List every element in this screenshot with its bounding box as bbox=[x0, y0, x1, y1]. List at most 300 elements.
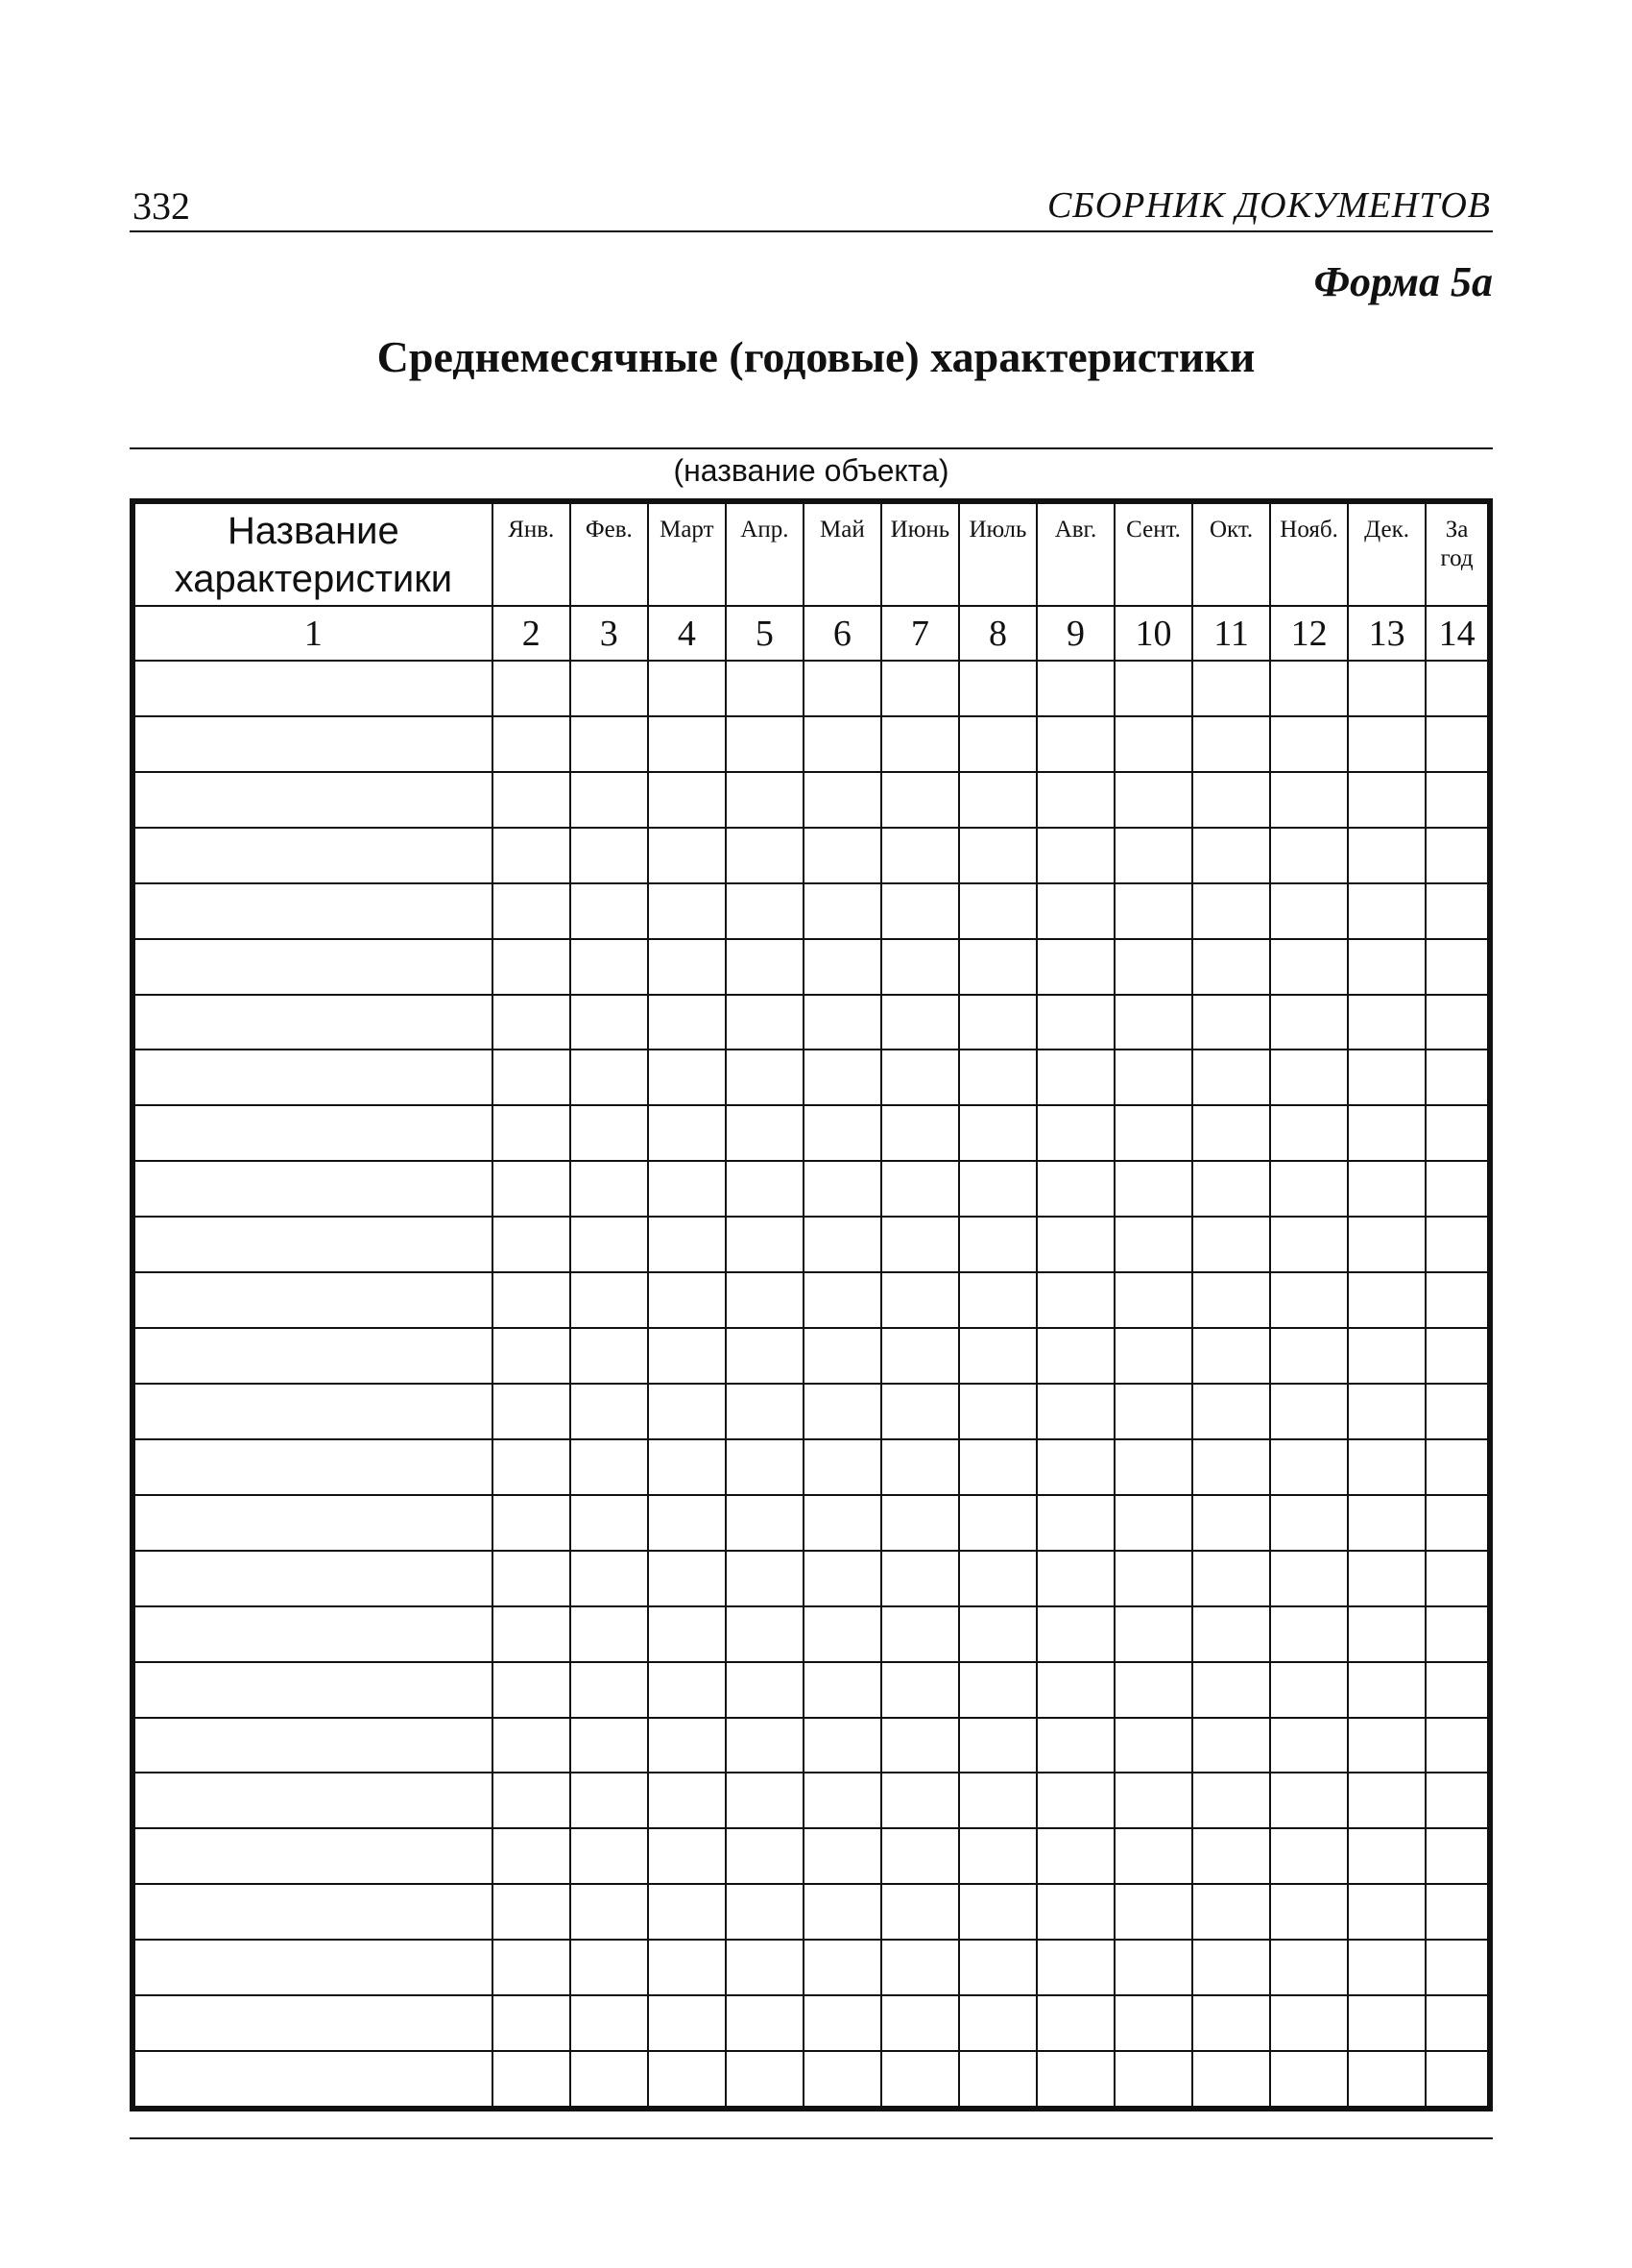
blank-cell bbox=[570, 1940, 648, 1995]
blank-cell bbox=[1115, 1662, 1192, 1718]
blank-cell bbox=[726, 1828, 804, 1884]
blank-cell bbox=[881, 661, 959, 716]
table-row bbox=[134, 1995, 1488, 2051]
blank-cell bbox=[1426, 1217, 1488, 1272]
blank-cell bbox=[1037, 939, 1115, 995]
blank-cell bbox=[1037, 1272, 1115, 1328]
blank-cell bbox=[648, 995, 726, 1050]
blank-cell bbox=[1348, 995, 1426, 1050]
column-number: 4 bbox=[648, 606, 726, 661]
blank-cell bbox=[1348, 661, 1426, 716]
blank-cell bbox=[881, 1384, 959, 1439]
blank-cell bbox=[881, 995, 959, 1050]
blank-cell bbox=[1348, 1995, 1426, 2051]
blank-cell bbox=[881, 1328, 959, 1384]
blank-cell bbox=[570, 939, 648, 995]
blank-cell bbox=[492, 1828, 570, 1884]
blank-cell bbox=[492, 1995, 570, 2051]
blank-cell bbox=[1426, 1439, 1488, 1495]
characteristics-table bbox=[130, 498, 1493, 2111]
blank-cell bbox=[1192, 1495, 1270, 1551]
blank-cell bbox=[648, 661, 726, 716]
blank-cell bbox=[1115, 1217, 1192, 1272]
blank-cell bbox=[134, 995, 492, 1050]
blank-cell bbox=[1426, 1495, 1488, 1551]
blank-cell bbox=[726, 995, 804, 1050]
blank-cell bbox=[648, 1105, 726, 1161]
blank-cell bbox=[1426, 1161, 1488, 1217]
blank-cell bbox=[959, 939, 1037, 995]
blank-cell bbox=[881, 1773, 959, 1828]
blank-cell bbox=[1270, 1272, 1348, 1328]
column-number: 5 bbox=[726, 606, 804, 661]
blank-cell bbox=[1037, 1439, 1115, 1495]
blank-cell bbox=[1348, 1217, 1426, 1272]
blank-cell bbox=[1270, 1551, 1348, 1606]
month-header: Апр. bbox=[726, 503, 804, 606]
blank-cell bbox=[492, 1161, 570, 1217]
blank-cell bbox=[804, 1495, 881, 1551]
blank-cell bbox=[1270, 1384, 1348, 1439]
blank-cell bbox=[648, 1606, 726, 1662]
blank-cell bbox=[570, 1828, 648, 1884]
blank-cell bbox=[959, 1272, 1037, 1328]
column-number: 1 bbox=[134, 606, 492, 661]
month-header: Март bbox=[648, 503, 726, 606]
blank-cell bbox=[1348, 716, 1426, 772]
blank-cell bbox=[134, 1050, 492, 1105]
table-row bbox=[134, 1718, 1488, 1773]
blank-cell bbox=[1348, 1384, 1426, 1439]
blank-cell bbox=[726, 1050, 804, 1105]
blank-cell bbox=[804, 661, 881, 716]
blank-cell bbox=[134, 828, 492, 883]
month-header: Июнь bbox=[881, 503, 959, 606]
blank-cell bbox=[570, 1161, 648, 1217]
footer-rule bbox=[130, 2137, 1493, 2139]
blank-cell bbox=[134, 1828, 492, 1884]
blank-cell bbox=[492, 828, 570, 883]
blank-cell bbox=[1037, 1328, 1115, 1384]
table-row bbox=[134, 1217, 1488, 1272]
table-row bbox=[134, 1495, 1488, 1551]
blank-cell bbox=[1348, 1718, 1426, 1773]
blank-cell bbox=[570, 716, 648, 772]
blank-cell bbox=[959, 1161, 1037, 1217]
blank-cell bbox=[648, 1995, 726, 2051]
blank-cell bbox=[492, 1606, 570, 1662]
blank-cell bbox=[959, 995, 1037, 1050]
blank-cell bbox=[1115, 995, 1192, 1050]
blank-cell bbox=[1037, 828, 1115, 883]
blank-cell bbox=[570, 1606, 648, 1662]
blank-cell bbox=[959, 1551, 1037, 1606]
blank-cell bbox=[648, 1495, 726, 1551]
blank-cell bbox=[1192, 716, 1270, 772]
blank-cell bbox=[570, 661, 648, 716]
blank-cell bbox=[1348, 1328, 1426, 1384]
table-row bbox=[134, 1050, 1488, 1105]
blank-cell bbox=[804, 716, 881, 772]
blank-cell bbox=[804, 1773, 881, 1828]
blank-cell bbox=[1270, 1773, 1348, 1828]
blank-cell bbox=[1192, 1272, 1270, 1328]
month-header: Янв. bbox=[492, 503, 570, 606]
blank-cell bbox=[1426, 1551, 1488, 1606]
blank-cell bbox=[726, 883, 804, 939]
table-row bbox=[134, 772, 1488, 828]
blank-cell bbox=[881, 939, 959, 995]
column-number: 12 bbox=[1270, 606, 1348, 661]
blank-cell bbox=[492, 1384, 570, 1439]
blank-cell bbox=[1115, 1940, 1192, 1995]
blank-cell bbox=[1426, 1105, 1488, 1161]
blank-cell bbox=[1037, 1773, 1115, 1828]
blank-cell bbox=[804, 1662, 881, 1718]
month-header: Июль bbox=[959, 503, 1037, 606]
blank-cell bbox=[1037, 1718, 1115, 1773]
blank-cell bbox=[1270, 1050, 1348, 1105]
blank-cell bbox=[570, 1328, 648, 1384]
column-number: 6 bbox=[804, 606, 881, 661]
blank-cell bbox=[1037, 1161, 1115, 1217]
blank-cell bbox=[726, 1161, 804, 1217]
blank-cell bbox=[492, 772, 570, 828]
blank-cell bbox=[648, 828, 726, 883]
blank-cell bbox=[1426, 716, 1488, 772]
blank-cell bbox=[134, 1439, 492, 1495]
blank-cell bbox=[1348, 772, 1426, 828]
blank-cell bbox=[959, 1884, 1037, 1940]
blank-cell bbox=[492, 1328, 570, 1384]
blank-cell bbox=[1270, 1662, 1348, 1718]
blank-cell bbox=[1192, 1940, 1270, 1995]
blank-cell bbox=[1037, 1384, 1115, 1439]
blank-cell bbox=[134, 1217, 492, 1272]
blank-cell bbox=[1270, 995, 1348, 1050]
blank-cell bbox=[1270, 1884, 1348, 1940]
blank-cell bbox=[959, 1050, 1037, 1105]
blank-cell bbox=[1270, 1439, 1348, 1495]
blank-cell bbox=[134, 1884, 492, 1940]
table-row bbox=[134, 1272, 1488, 1328]
blank-cell bbox=[1270, 1995, 1348, 2051]
blank-cell bbox=[1270, 1495, 1348, 1551]
blank-cell bbox=[492, 661, 570, 716]
blank-cell bbox=[134, 1940, 492, 1995]
blank-cell bbox=[881, 1662, 959, 1718]
blank-cell bbox=[959, 661, 1037, 716]
blank-cell bbox=[726, 1773, 804, 1828]
blank-cell bbox=[134, 1272, 492, 1328]
column-number-row bbox=[134, 606, 1488, 661]
blank-cell bbox=[804, 1551, 881, 1606]
blank-cell bbox=[726, 1995, 804, 2051]
blank-cell bbox=[1115, 1050, 1192, 1105]
blank-cell bbox=[1426, 883, 1488, 939]
blank-cell bbox=[1115, 1384, 1192, 1439]
blank-cell bbox=[1348, 1272, 1426, 1328]
blank-cell bbox=[959, 1940, 1037, 1995]
blank-cell bbox=[804, 1940, 881, 1995]
blank-cell bbox=[648, 1217, 726, 1272]
blank-cell bbox=[1348, 2051, 1426, 2107]
blank-cell bbox=[1115, 1105, 1192, 1161]
blank-cell bbox=[1270, 1828, 1348, 1884]
blank-cell bbox=[1348, 1940, 1426, 1995]
blank-cell bbox=[726, 1272, 804, 1328]
blank-cell bbox=[726, 1217, 804, 1272]
blank-cell bbox=[1270, 772, 1348, 828]
name-column-header bbox=[134, 503, 492, 606]
blank-cell bbox=[648, 1718, 726, 1773]
blank-cell bbox=[1426, 2051, 1488, 2107]
blank-cell bbox=[881, 1718, 959, 1773]
blank-cell bbox=[726, 1551, 804, 1606]
month-header: Нояб. bbox=[1270, 503, 1348, 606]
table-row bbox=[134, 661, 1488, 716]
blank-cell bbox=[1115, 883, 1192, 939]
blank-cell bbox=[492, 1272, 570, 1328]
blank-cell bbox=[1037, 1995, 1115, 2051]
blank-cell bbox=[881, 1050, 959, 1105]
blank-cell bbox=[881, 1495, 959, 1551]
blank-cell bbox=[1426, 1828, 1488, 1884]
blank-cell bbox=[492, 716, 570, 772]
blank-cell bbox=[804, 1328, 881, 1384]
blank-cell bbox=[1037, 2051, 1115, 2107]
month-header: Фев. bbox=[570, 503, 648, 606]
blank-cell bbox=[648, 1828, 726, 1884]
blank-cell bbox=[1270, 939, 1348, 995]
blank-cell bbox=[1037, 883, 1115, 939]
blank-cell bbox=[1192, 1662, 1270, 1718]
blank-cell bbox=[1426, 995, 1488, 1050]
blank-cell bbox=[959, 1384, 1037, 1439]
table-row bbox=[134, 716, 1488, 772]
blank-cell bbox=[570, 1662, 648, 1718]
object-name-caption: (название объекта) bbox=[673, 453, 949, 488]
blank-cell bbox=[1270, 1105, 1348, 1161]
table-row bbox=[134, 828, 1488, 883]
blank-cell bbox=[492, 1884, 570, 1940]
table-row bbox=[134, 1773, 1488, 1828]
blank-cell bbox=[648, 716, 726, 772]
blank-cell bbox=[1426, 1328, 1488, 1384]
month-header: Сент. bbox=[1115, 503, 1192, 606]
blank-cell bbox=[1270, 1328, 1348, 1384]
blank-cell bbox=[648, 1272, 726, 1328]
column-number: 11 bbox=[1192, 606, 1270, 661]
blank-cell bbox=[959, 1439, 1037, 1495]
blank-cell bbox=[492, 1495, 570, 1551]
blank-cell bbox=[134, 1606, 492, 1662]
column-number: 8 bbox=[959, 606, 1037, 661]
page-number: 332 bbox=[132, 184, 190, 228]
blank-cell bbox=[726, 772, 804, 828]
blank-cell bbox=[1426, 1384, 1488, 1439]
blank-cell bbox=[648, 939, 726, 995]
blank-cell bbox=[1270, 1606, 1348, 1662]
blank-cell bbox=[959, 1606, 1037, 1662]
blank-cell bbox=[648, 1439, 726, 1495]
month-header: Авг. bbox=[1037, 503, 1115, 606]
blank-cell bbox=[1426, 1050, 1488, 1105]
blank-cell bbox=[881, 2051, 959, 2107]
blank-cell bbox=[959, 1105, 1037, 1161]
blank-cell bbox=[1115, 1272, 1192, 1328]
blank-cell bbox=[134, 2051, 492, 2107]
blank-cell bbox=[726, 939, 804, 995]
blank-cell bbox=[492, 1439, 570, 1495]
blank-cell bbox=[1270, 883, 1348, 939]
blank-cell bbox=[1115, 716, 1192, 772]
blank-cell bbox=[1037, 1940, 1115, 1995]
blank-cell bbox=[570, 883, 648, 939]
blank-cell bbox=[1037, 772, 1115, 828]
blank-cell bbox=[1192, 1884, 1270, 1940]
blank-cell bbox=[570, 1884, 648, 1940]
blank-cell bbox=[1270, 1718, 1348, 1773]
running-title: СБОРНИК ДОКУМЕНТОВ bbox=[1046, 185, 1491, 226]
blank-cell bbox=[134, 883, 492, 939]
blank-cell bbox=[1270, 661, 1348, 716]
blank-cell bbox=[1426, 1606, 1488, 1662]
blank-cell bbox=[1192, 1384, 1270, 1439]
form-label: Форма 5а bbox=[1313, 258, 1493, 305]
blank-cell bbox=[881, 1439, 959, 1495]
blank-cell bbox=[881, 1606, 959, 1662]
blank-cell bbox=[648, 1328, 726, 1384]
blank-cell bbox=[134, 939, 492, 995]
blank-cell bbox=[1270, 2051, 1348, 2107]
blank-cell bbox=[134, 1384, 492, 1439]
blank-cell bbox=[134, 1161, 492, 1217]
blank-cell bbox=[804, 1606, 881, 1662]
blank-cell bbox=[1192, 1161, 1270, 1217]
month-header: Май bbox=[804, 503, 881, 606]
blank-cell bbox=[492, 939, 570, 995]
table-row bbox=[134, 883, 1488, 939]
table-row bbox=[134, 1606, 1488, 1662]
blank-cell bbox=[1270, 1217, 1348, 1272]
blank-cell bbox=[1192, 1217, 1270, 1272]
blank-cell bbox=[134, 1718, 492, 1773]
blank-cell bbox=[492, 1662, 570, 1718]
blank-cell bbox=[804, 828, 881, 883]
blank-cell bbox=[1348, 1495, 1426, 1551]
blank-cell bbox=[1037, 1105, 1115, 1161]
blank-cell bbox=[648, 1662, 726, 1718]
blank-cell bbox=[881, 1940, 959, 1995]
blank-cell bbox=[804, 1439, 881, 1495]
blank-cell bbox=[1192, 772, 1270, 828]
blank-cell bbox=[1270, 716, 1348, 772]
blank-cell bbox=[959, 716, 1037, 772]
blank-cell bbox=[570, 772, 648, 828]
blank-cell bbox=[570, 1105, 648, 1161]
blank-cell bbox=[1115, 2051, 1192, 2107]
blank-cell bbox=[1192, 1551, 1270, 1606]
blank-cell bbox=[134, 661, 492, 716]
blank-cell bbox=[1348, 1050, 1426, 1105]
blank-cell bbox=[134, 716, 492, 772]
blank-cell bbox=[134, 1662, 492, 1718]
blank-cell bbox=[1348, 1161, 1426, 1217]
document-title: Среднемесячные (годовые) характеристики bbox=[376, 332, 1256, 381]
blank-cell bbox=[804, 1718, 881, 1773]
blank-cell bbox=[1115, 772, 1192, 828]
blank-cell bbox=[959, 2051, 1037, 2107]
table-row bbox=[134, 1662, 1488, 1718]
blank-cell bbox=[1037, 1050, 1115, 1105]
blank-cell bbox=[804, 883, 881, 939]
blank-cell bbox=[1115, 1884, 1192, 1940]
blank-cell bbox=[1426, 661, 1488, 716]
blank-cell bbox=[1426, 1884, 1488, 1940]
blank-cell bbox=[648, 1940, 726, 1995]
blank-cell bbox=[881, 1272, 959, 1328]
blank-cell bbox=[1115, 1828, 1192, 1884]
blank-cell bbox=[804, 1995, 881, 2051]
blank-cell bbox=[134, 1105, 492, 1161]
blank-cell bbox=[492, 1050, 570, 1105]
blank-cell bbox=[1192, 1828, 1270, 1884]
table-header-row bbox=[134, 503, 1488, 606]
blank-cell bbox=[1037, 1551, 1115, 1606]
blank-cell bbox=[804, 1272, 881, 1328]
blank-cell bbox=[726, 1606, 804, 1662]
month-header: За год bbox=[1426, 503, 1488, 606]
blank-cell bbox=[1037, 1884, 1115, 1940]
table-row bbox=[134, 1328, 1488, 1384]
blank-cell bbox=[1348, 1884, 1426, 1940]
blank-cell bbox=[804, 939, 881, 995]
blank-cell bbox=[1348, 883, 1426, 939]
blank-cell bbox=[1115, 1551, 1192, 1606]
blank-cell bbox=[804, 1884, 881, 1940]
blank-cell bbox=[726, 1662, 804, 1718]
blank-cell bbox=[1348, 1551, 1426, 1606]
blank-cell bbox=[570, 1773, 648, 1828]
blank-cell bbox=[726, 1718, 804, 1773]
column-number: 9 bbox=[1037, 606, 1115, 661]
blank-cell bbox=[1115, 1606, 1192, 1662]
blank-cell bbox=[1037, 1495, 1115, 1551]
blank-cell bbox=[648, 1161, 726, 1217]
blank-cell bbox=[1115, 1495, 1192, 1551]
month-header: Окт. bbox=[1192, 503, 1270, 606]
blank-cell bbox=[570, 2051, 648, 2107]
blank-cell bbox=[1348, 939, 1426, 995]
table-row bbox=[134, 1439, 1488, 1495]
blank-cell bbox=[570, 1384, 648, 1439]
blank-cell bbox=[1115, 1161, 1192, 1217]
blank-cell bbox=[134, 1551, 492, 1606]
blank-cell bbox=[492, 883, 570, 939]
blank-cell bbox=[804, 1161, 881, 1217]
blank-cell bbox=[959, 883, 1037, 939]
blank-cell bbox=[570, 1718, 648, 1773]
blank-cell bbox=[804, 1217, 881, 1272]
table-row bbox=[134, 1161, 1488, 1217]
blank-cell bbox=[1192, 939, 1270, 995]
blank-cell bbox=[570, 1551, 648, 1606]
blank-cell bbox=[881, 828, 959, 883]
blank-cell bbox=[1037, 1828, 1115, 1884]
blank-cell bbox=[804, 772, 881, 828]
blank-cell bbox=[1037, 716, 1115, 772]
